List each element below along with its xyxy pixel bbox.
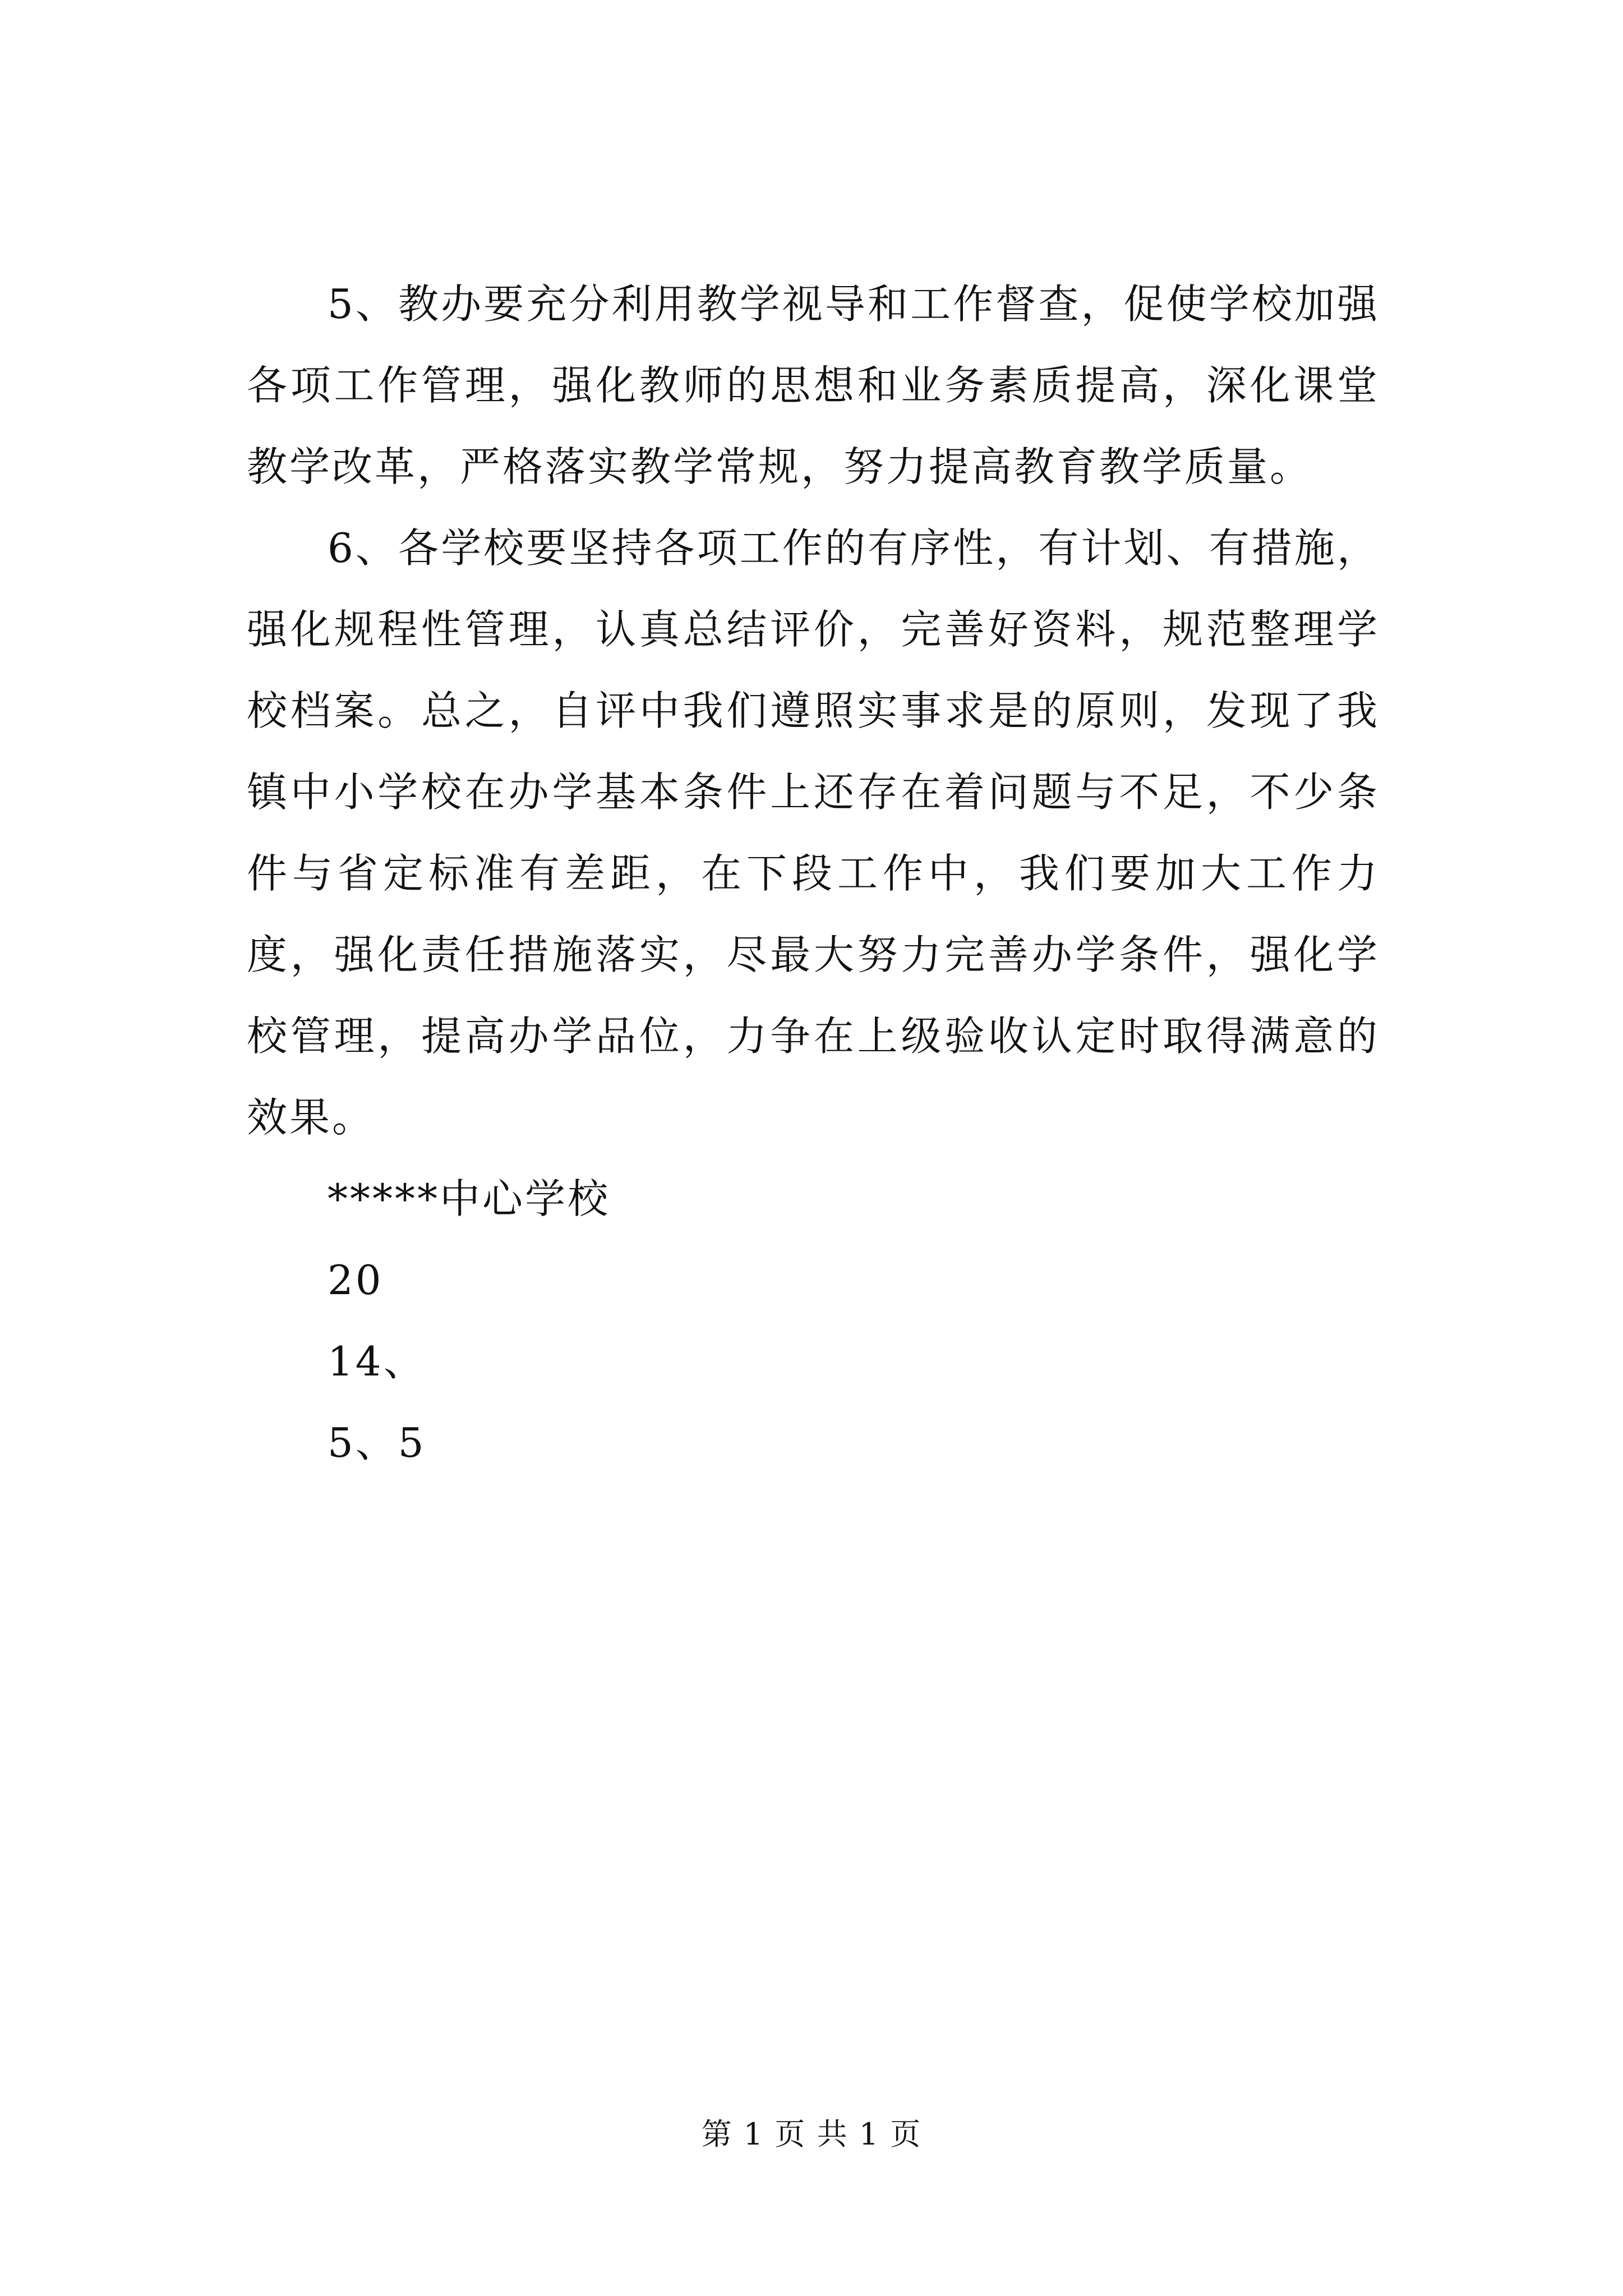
paragraph-item-6: 6、各学校要坚持各项工作的有序性，有计划、有措施，强化规程性管理，认真总结评价，完善好资料，规范整理学校档案。总之，自评中我们遵照实事求是的原则，发现了我镇中小学校在办学基本条件上还存在着问题与不足，不少条件与省定标准有差距，在下段工作中，我们要加大工作力度，强化责任措施落实，尽最大努力完善办学条件，强化学校管理，提高办学品位，力争在上级验收认定时取得满意的效果。 <box>247 524 1380 1141</box>
signature-school: *****中心学校 <box>328 1175 611 1222</box>
paragraph-item-5: 5、教办要充分利用教学视导和工作督查，促使学校加强各项工作管理，强化教师的思想和业务素质提高，深化课堂教学改革，严格落实教学常规，努力提高教育教学质量。 <box>247 280 1380 490</box>
page-number: 第 1 页 共 1 页 <box>701 2116 922 2152</box>
page-footer <box>0 2115 1623 2154</box>
date-line-month-day: 5、5 <box>328 1419 426 1466</box>
date-line-year-part2: 14、 <box>328 1338 426 1385</box>
date-line-year-part1: 20 <box>328 1257 384 1304</box>
document-body <box>247 264 1380 1484</box>
